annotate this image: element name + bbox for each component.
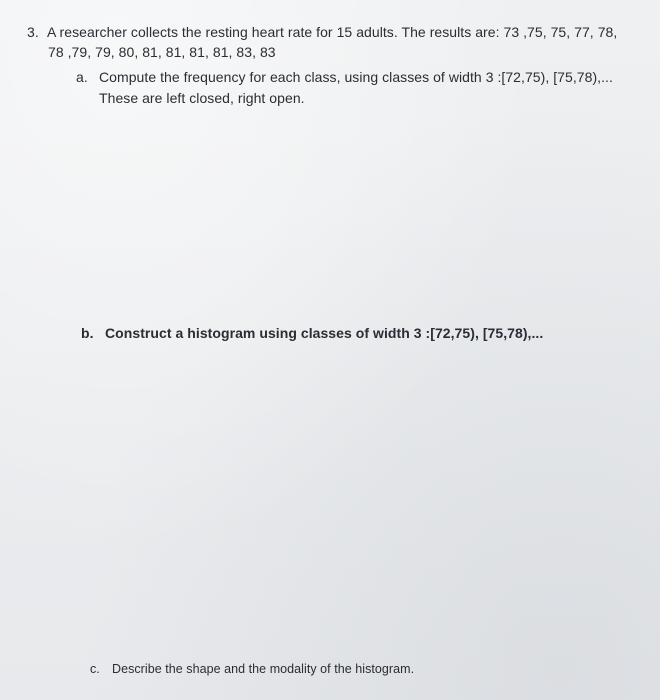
problem-intro-line-1: A researcher collects the resting heart rate for 15 adults. The results are: 73 ,75, 75, 77, 78, (47, 24, 618, 40)
part-b-marker: b. (81, 325, 94, 341)
part-a-question-line-1: Compute the frequency for each class, using classes of width 3 :[72,75), [75,78),... (99, 69, 613, 85)
part-b-question: Construct a histogram using classes of width 3 :[72,75), [75,78),... (105, 325, 544, 341)
part-a-question-line-2: These are left closed, right open. (99, 90, 305, 106)
part-a-marker: a. (76, 69, 88, 85)
problem-intro-line-2: 78 ,79, 79, 80, 81, 81, 81, 81, 83, 83 (48, 44, 276, 60)
part-c-marker: c. (90, 662, 100, 676)
part-c-question: Describe the shape and the modality of the histogram. (112, 662, 415, 676)
problem-number: 3. (27, 24, 39, 40)
